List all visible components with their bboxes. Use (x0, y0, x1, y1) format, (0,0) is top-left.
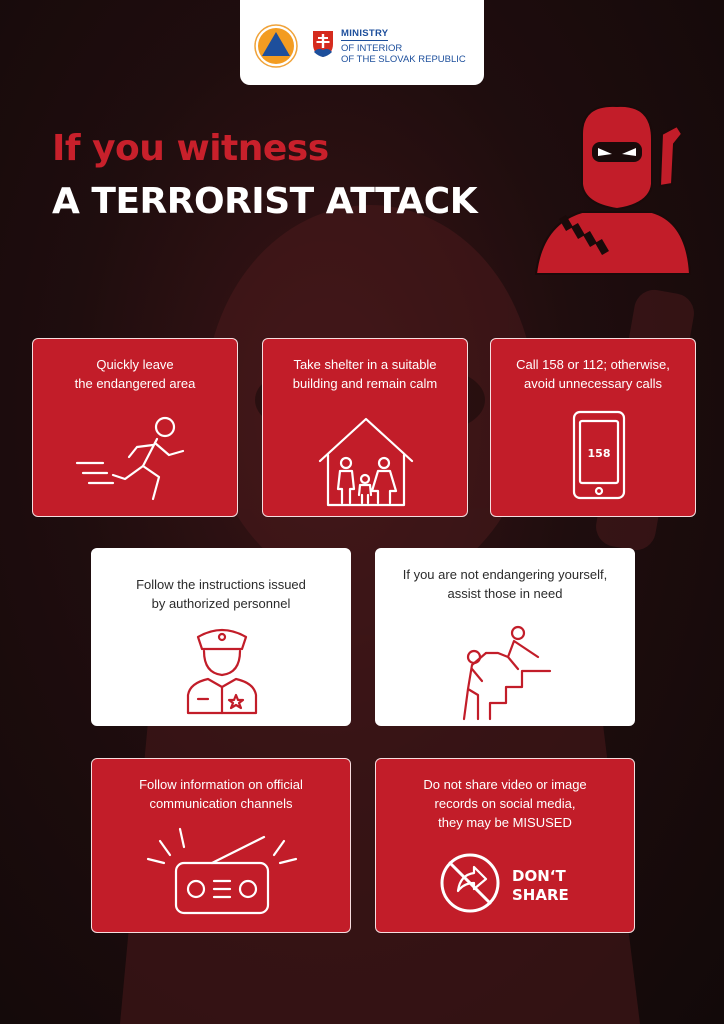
running-person-icon (73, 411, 193, 506)
civil-protection-logo-icon (254, 24, 298, 68)
page-title-line-1: If you witness (52, 128, 329, 169)
dont-share-line-2: SHARE (512, 886, 569, 904)
police-officer-icon (184, 623, 260, 715)
no-share-icon (438, 851, 502, 915)
card-leave-area (32, 338, 238, 517)
ministry-line-3: OF THE SLOVAK REPUBLIC (341, 54, 466, 65)
card-text-line-2: communication channels (149, 796, 293, 811)
house-family-icon (316, 413, 416, 509)
ministry-name (341, 28, 466, 65)
card-text-line-1: Quickly leave (96, 357, 174, 372)
card-assist-others (375, 548, 635, 726)
phone-icon (571, 409, 627, 501)
card-text-line-1: Follow information on official (139, 777, 303, 792)
dont-share-badge (512, 867, 569, 905)
helping-hand-stairs-icon (460, 623, 552, 721)
card-text-line-1: Take shelter in a suitable (293, 357, 437, 372)
dont-share-line-1: DON‘T (512, 867, 566, 885)
ministry-line-1: MINISTRY (341, 28, 389, 39)
card-text-line-2: by authorized personnel (151, 596, 291, 611)
card-text-line-2: building and remain calm (292, 376, 438, 391)
card-text-line-1: If you are not endangering yourself, (402, 567, 608, 582)
card-text-line-2: the endangered area (74, 376, 196, 391)
card-text-line-2: records on social media, (434, 796, 576, 811)
phone-number: 158 (587, 447, 611, 460)
slovak-coat-of-arms-icon (312, 30, 334, 58)
card-text-line-1: Call 158 or 112; otherwise, (516, 357, 670, 372)
card-text-line-3: they may be MISUSED (438, 815, 572, 830)
radio-icon (146, 827, 298, 917)
logo-header (240, 0, 484, 85)
card-text-line-2: avoid unnecessary calls (523, 376, 663, 391)
card-text-line-1: Do not share video or image (423, 777, 587, 792)
card-text-line-2: assist those in need (447, 586, 563, 601)
masked-terrorist-icon (532, 104, 692, 276)
card-call-emergency (490, 338, 696, 517)
card-dont-share (375, 758, 635, 933)
card-take-shelter (262, 338, 468, 517)
ministry-line-2: OF INTERIOR (341, 43, 403, 54)
page-title-line-2: A TERRORIST ATTACK (52, 181, 478, 222)
card-text-line-1: Follow the instructions issued (136, 577, 306, 592)
card-follow-instructions (91, 548, 351, 726)
card-official-channels (91, 758, 351, 933)
